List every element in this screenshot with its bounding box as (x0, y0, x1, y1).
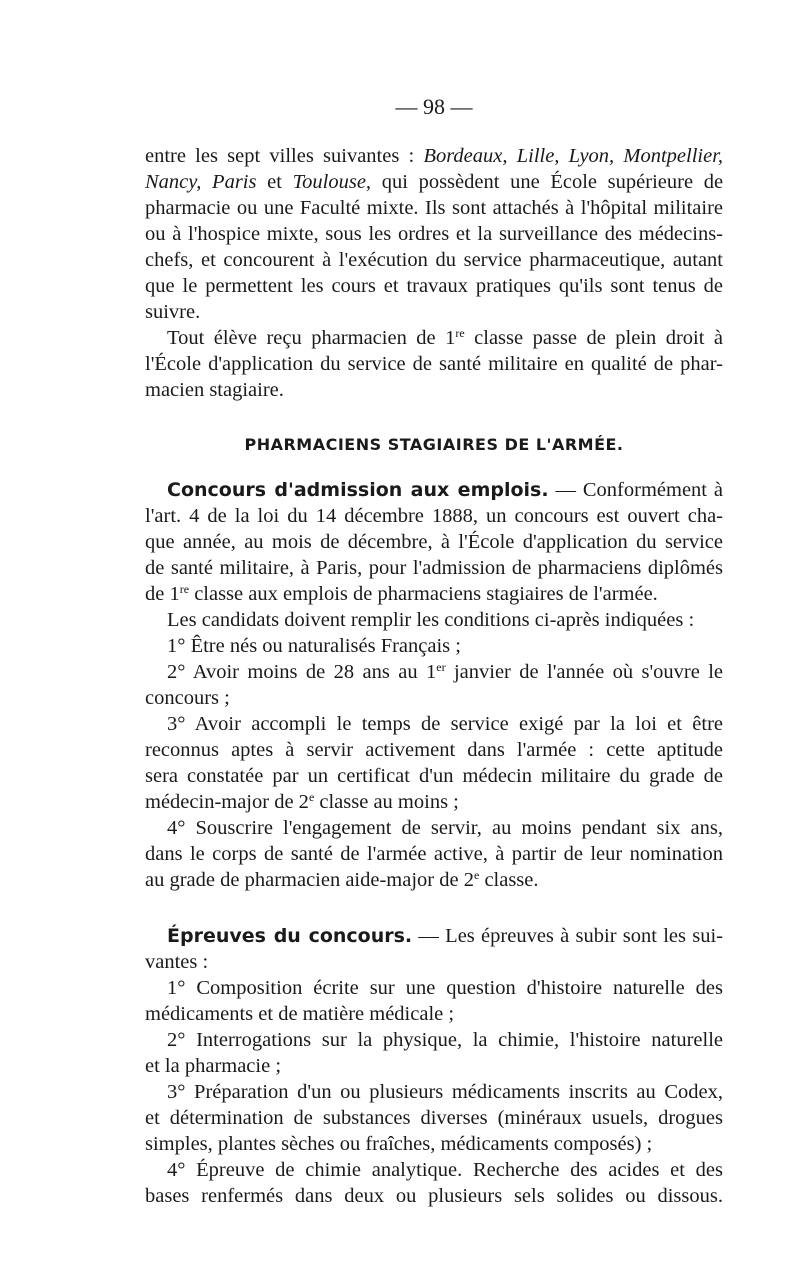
text-line: macien stagiaire. (145, 379, 284, 401)
list-item: 3° Préparation d'un ou plusieurs médicaments inscrits au Codex, (167, 1081, 723, 1103)
text-line: simples, plantes sèches ou fraîches, médicaments composés) ; (145, 1133, 653, 1155)
city-name: Lille, (516, 145, 560, 167)
list-item: 3° Avoir accompli le temps de service exigé par la loi et être (167, 713, 723, 735)
text-line: médicaments et de matière médicale ; (145, 1003, 455, 1025)
text-line: Nancy, Paris et Toulouse, qui possèdent une École supérieure de (145, 171, 724, 193)
list-item: 1° Être nés ou naturalisés Français ; (167, 635, 461, 657)
list-item: 4° Épreuve de chimie analytique. Recherche des acides et des (167, 1159, 723, 1181)
text-line: pharmacie ou une Faculté mixte. Ils sont attachés à l'hôpital militaire (145, 197, 723, 219)
city-name: Nancy, (145, 171, 202, 193)
city-name: Paris (212, 171, 257, 193)
text-line: Les candidats doivent remplir les conditions ci-après indiquées : (167, 609, 695, 631)
text-line: que année, au mois de décembre, à l'École d'application du service (145, 531, 723, 553)
list-item: 4° Souscrire l'engagement de servir, au moins pendant six ans, (167, 817, 723, 839)
text-line: de 1re classe aux emplois de pharmaciens stagiaires de l'armée. (145, 582, 658, 605)
text-line: de santé militaire, à Paris, pour l'admission de pharmaciens diplômés (145, 557, 723, 579)
text-line: Concours d'admission aux emplois. — Conformément à (167, 479, 723, 501)
text-line: l'art. 4 de la loi du 14 décembre 1888, un concours est ouvert cha- (145, 505, 723, 527)
text-line: chefs, et concourent à l'exécution du service pharmaceutique, autant (145, 249, 723, 271)
text-line: Épreuves du concours. — Les épreuves à subir sont les sui- (167, 925, 723, 947)
text-line: que le permettent les cours et travaux pratiques qu'ils sont tenus de (145, 275, 723, 297)
text-line: entre les sept villes suivantes : Bordeaux, Lille, Lyon, Montpellier, (145, 145, 724, 167)
list-item: 2° Interrogations sur la physique, la chimie, l'histoire naturelle (167, 1029, 723, 1051)
text-line: reconnus aptes à servir activement dans l'armée : cette aptitude (145, 739, 723, 761)
text-line: concours ; (145, 687, 230, 709)
city-name: Toulouse, (292, 171, 372, 193)
list-item: 1° Composition écrite sur une question d'histoire naturelle des (167, 977, 723, 999)
page-number: — 98 — (395, 94, 473, 119)
subsection-heading: Concours d'admission aux emplois. (167, 479, 549, 501)
text-line: Tout élève reçu pharmacien de 1re classe passe de plein droit à (167, 326, 723, 349)
text-line: au grade de pharmacien aide-major de 2e classe. (145, 868, 539, 891)
text-line: suivre. (145, 301, 201, 323)
subsection-heading: Épreuves du concours. (167, 925, 413, 947)
text-line: bases renfermés dans deux ou plusieurs sels solides ou dissous. (145, 1185, 723, 1207)
city-name: Lyon, (568, 145, 615, 167)
text-line: médecin-major de 2e classe au moins ; (145, 790, 459, 813)
text-line: dans le corps de santé de l'armée active, à partir de leur nomination (145, 843, 723, 865)
text-line: l'École d'application du service de santé militaire en qualité de phar- (145, 353, 723, 375)
text-line: et la pharmacie ; (145, 1055, 282, 1077)
text-line: et détermination de substances diverses (minéraux usuels, drogues (145, 1107, 723, 1129)
text-line: sera constatée par un certificat d'un médecin militaire du grade de (145, 765, 723, 787)
list-item: 2° Avoir moins de 28 ans au 1er janvier de l'année où s'ouvre le (167, 660, 724, 683)
city-name: Bordeaux, (423, 145, 508, 167)
section-title: PHARMACIENS STAGIAIRES DE L'ARMÉE. (244, 435, 624, 454)
city-name: Montpellier, (623, 145, 724, 167)
text-line: vantes : (145, 951, 209, 973)
text-line: ou à l'hospice mixte, sous les ordres et la surveillance des médecins- (145, 223, 723, 245)
